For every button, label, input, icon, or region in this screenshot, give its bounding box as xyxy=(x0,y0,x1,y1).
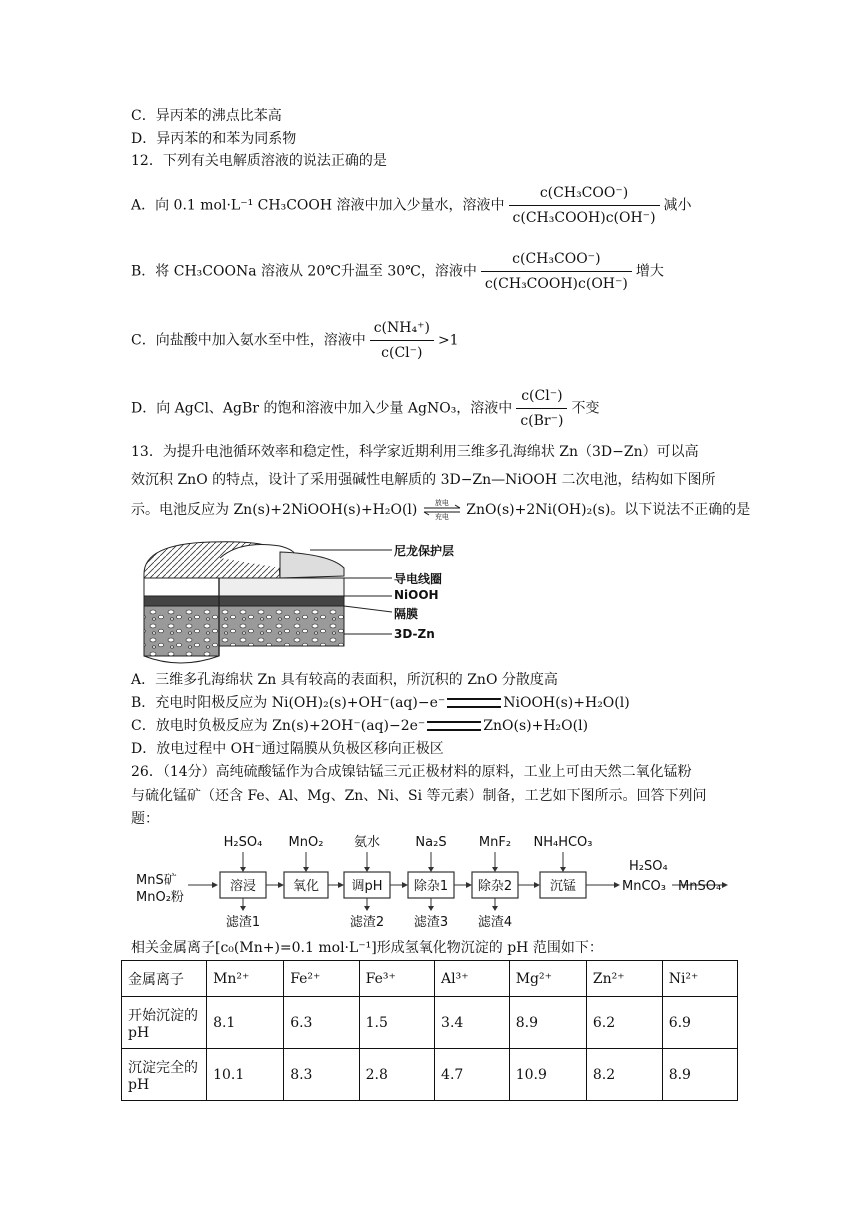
q12-a-text: A．向 0.1 mol·L⁻¹ CH₃COOH 溶液中加入少量水，溶液中 xyxy=(131,197,505,214)
table-cell: 10.1 xyxy=(207,1049,284,1101)
flow-residue: 滤渣1 xyxy=(225,915,261,930)
q13-option-d: D．放电过程中 OH⁻通过隔膜从负极区移向正极区 xyxy=(131,741,444,757)
q26-stem-line1: 26．（14分）高纯硫酸锰作为合成镍钴锰三元正极材料的原料，工业上可由天然二氧化锰粉 xyxy=(131,764,692,780)
row-header-cell: 金属离子 xyxy=(122,961,207,997)
arrow-head-icon xyxy=(240,867,246,872)
flow-residue: 滤渣3 xyxy=(413,915,449,930)
q12-stem: 12．下列有关电解质溶液的说法正确的是 xyxy=(131,153,387,169)
arrow-head-icon xyxy=(614,882,620,888)
flow-inputs xyxy=(136,873,184,905)
arrow-head-icon xyxy=(492,906,498,911)
q26-stem-line3: 题： xyxy=(131,811,159,827)
label-conductive-mesh: 导电线圈 xyxy=(394,572,443,586)
q12-d-text: D．向 AgCl、AgBr 的饱和溶液中加入少量 AgNO₃，溶液中 xyxy=(131,400,513,417)
q12-b-fraction xyxy=(481,249,632,294)
q12-d-numerator: c(Cl⁻) xyxy=(516,386,567,409)
flow-step-label: 沉锰 xyxy=(549,879,577,894)
table-cell: 2.8 xyxy=(359,1049,434,1101)
process-flowchart xyxy=(132,830,742,930)
flow-reagent: Na₂S xyxy=(415,835,447,850)
flow-step-label: 氧化 xyxy=(292,879,320,894)
q13-c-right: ZnO(s)+H₂O(l) xyxy=(483,718,589,734)
table-cell: 8.1 xyxy=(207,997,284,1049)
precipitation-ph-table xyxy=(121,960,738,1101)
label-3d-zn: 3D-Zn xyxy=(394,627,435,641)
table-cell: Fe²⁺ xyxy=(284,961,359,997)
flow-step-label: 溶浸 xyxy=(229,879,257,894)
flow-reagent: 氨水 xyxy=(353,835,381,850)
table-cell: 8.9 xyxy=(509,997,586,1049)
flow-residue: 滤渣2 xyxy=(349,915,385,930)
q12-c-fraction xyxy=(370,318,434,363)
arrow-head-icon xyxy=(428,906,434,911)
q13-c-left: C．放电时负极反应为 Zn(s)+2OH⁻(aq)−2e⁻ xyxy=(131,718,426,734)
q12-c-denominator: c(Cl⁻) xyxy=(381,345,423,361)
arrow-head-icon xyxy=(364,906,370,911)
flow-step-label: 除杂2 xyxy=(477,879,513,894)
product-mnco3: MnCO₃ xyxy=(622,879,666,894)
table-cell: 8.2 xyxy=(586,1049,662,1101)
flow-reagent: MnF₂ xyxy=(478,835,512,850)
table-cell: 3.4 xyxy=(435,997,510,1049)
q13-stem-line2: 效沉积 ZnO 的特点，设计了采用强碱性电解质的 3D−Zn—NiOOH 二次电池，结构如下图所 xyxy=(131,472,716,488)
q26-table-caption: 相关金属离子[c₀(Mn+)=0.1 mol·L⁻¹]形成氢氧化物沉淀的 pH 范围如下： xyxy=(131,940,603,956)
q11-option-c: C．异丙苯的沸点比苯高 xyxy=(131,108,282,124)
arrow-head-icon xyxy=(560,867,566,872)
q12-a-denominator: c(CH₃COOH)c(OH⁻) xyxy=(512,210,656,226)
q12-c-tail: >1 xyxy=(437,332,459,349)
q13-stem-line3 xyxy=(131,500,750,520)
arrow-label-discharge: 放电 xyxy=(434,499,449,507)
flow-residue: 滤渣4 xyxy=(477,915,513,930)
q12-a-fraction xyxy=(509,183,660,228)
table-cell: 6.9 xyxy=(662,997,737,1049)
flow-step-label: 调pH xyxy=(351,879,383,894)
label-niooh: NiOOH xyxy=(394,588,439,602)
q26-stem-line2: 与硫化锰矿（还含 Fe、Al、Mg、Zn、Ni、Si 等元素）制备，工艺如下图所示。回答下列问 xyxy=(131,788,707,804)
table-cell: 8.9 xyxy=(662,1049,737,1101)
arrow-head-icon xyxy=(303,867,309,872)
arrow-head-icon xyxy=(338,882,344,888)
table-cell: 8.3 xyxy=(284,1049,359,1101)
q12-d-tail: 不变 xyxy=(571,400,600,417)
q13-option-c xyxy=(131,716,588,736)
table-cell: 4.7 xyxy=(435,1049,510,1101)
arrow-head-icon xyxy=(402,882,408,888)
q12-c-numerator: c(NH₄⁺) xyxy=(370,318,434,341)
arrow-head-icon xyxy=(240,906,246,911)
battery-structure-diagram xyxy=(130,538,430,670)
q12-d-denominator: c(Br⁻) xyxy=(520,413,564,429)
input-mns-ore: MnS矿 xyxy=(136,873,177,888)
label-separator: 隔膜 xyxy=(394,607,419,621)
table-cell: Zn²⁺ xyxy=(586,961,662,997)
product-mnso4: MnSO₄ xyxy=(678,879,722,894)
q12-option-c xyxy=(131,318,459,363)
q12-c-text: C．向盐酸中加入氨水至中性，溶液中 xyxy=(131,332,366,349)
table-cell: 10.9 xyxy=(509,1049,586,1101)
table-cell: Ni²⁺ xyxy=(662,961,737,997)
flow-step-label: 除杂1 xyxy=(413,879,449,894)
q12-option-a xyxy=(131,183,692,228)
q11-option-d: D．异丙苯的和苯为同系物 xyxy=(131,131,297,147)
q13-b-left: B．充电时阳极反应为 Ni(OH)₂(s)+OH⁻(aq)−e⁻ xyxy=(131,695,446,711)
flow-reagent: H₂SO₄ xyxy=(223,835,263,850)
arrow-head-icon xyxy=(466,882,472,888)
q12-b-tail: 增大 xyxy=(635,263,664,280)
q13-reaction-right: ZnO(s)+2Ni(OH)₂(s)。以下说法不正确的是 xyxy=(466,502,751,518)
row-header-cell: 沉淀完全的pH xyxy=(122,1049,207,1101)
q12-a-tail: 减小 xyxy=(663,197,692,214)
table-cell: Mn²⁺ xyxy=(207,961,284,997)
q13-reaction-left: 示。电池反应为 Zn(s)+2NiOOH(s)+H₂O(l) xyxy=(131,502,418,518)
table-cell: 1.5 xyxy=(359,997,434,1049)
q12-a-numerator: c(CH₃COO⁻) xyxy=(509,183,660,206)
input-mno2-powder: MnO₂粉 xyxy=(136,890,184,905)
final-reagent-h2so4: H₂SO₄ xyxy=(629,859,668,874)
arrow-head-icon xyxy=(492,867,498,872)
q13-stem-line1: 13．为提升电池循环效率和稳定性，科学家近期利用三维多孔海绵状 Zn（3D−Zn）可以高 xyxy=(131,444,699,460)
flow-reagent: MnO₂ xyxy=(288,835,324,850)
table-header-row xyxy=(122,961,738,997)
q12-b-numerator: c(CH₃COO⁻) xyxy=(481,249,632,272)
reversible-arrow-icon xyxy=(422,500,462,520)
label-nylon-layer: 尼龙保护层 xyxy=(394,544,455,558)
row-header-cell: 开始沉淀的pH xyxy=(122,997,207,1049)
arrow-head-icon xyxy=(534,882,540,888)
arrow-head-icon xyxy=(428,867,434,872)
table-cell: Mg²⁺ xyxy=(509,961,586,997)
q12-b-text: B．将 CH₃COONa 溶液从 20℃升温至 30℃，溶液中 xyxy=(131,263,477,280)
equals-sign-icon xyxy=(427,721,481,731)
table-cell: 6.2 xyxy=(586,997,662,1049)
q13-option-a: A．三维多孔海绵状 Zn 具有较高的表面积，所沉积的 ZnO 分散度高 xyxy=(131,672,558,688)
table-cell: Al³⁺ xyxy=(435,961,510,997)
q12-b-denominator: c(CH₃COOH)c(OH⁻) xyxy=(484,276,628,292)
table-cell: Fe³⁺ xyxy=(359,961,434,997)
q12-option-b xyxy=(131,249,664,294)
q13-option-b xyxy=(131,693,630,713)
table-cell: 6.3 xyxy=(284,997,359,1049)
table-row xyxy=(122,1049,738,1101)
q12-option-d xyxy=(131,386,599,431)
arrow-head-icon xyxy=(278,882,284,888)
flow-reagent: NH₄HCO₃ xyxy=(533,835,593,850)
equals-sign-icon xyxy=(447,698,501,708)
arrow-head-icon xyxy=(364,867,370,872)
table-row xyxy=(122,997,738,1049)
arrow-label-charge: 充电 xyxy=(434,513,449,521)
q13-b-right: NiOOH(s)+H₂O(l) xyxy=(503,695,630,711)
q12-d-fraction xyxy=(516,386,567,431)
